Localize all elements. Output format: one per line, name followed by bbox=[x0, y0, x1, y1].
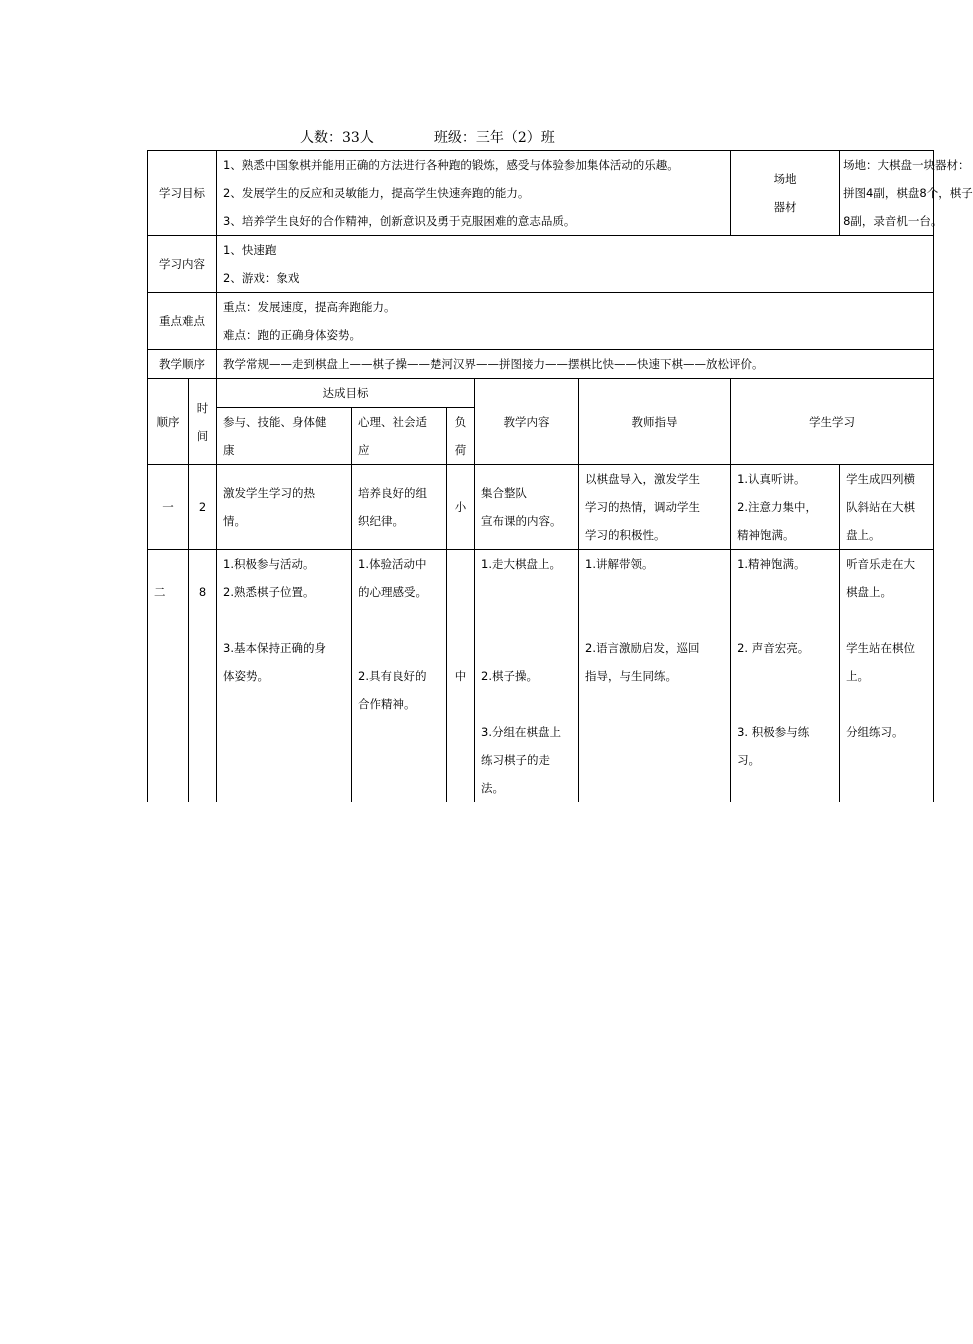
cell-line: 3.分组在棋盘上 bbox=[481, 725, 561, 739]
cell-line: 听音乐走在大 bbox=[846, 557, 916, 571]
keypoints-text bbox=[217, 293, 934, 350]
cell-line: 3.基本保持正确的身 bbox=[223, 641, 326, 655]
cell-line: 3. 积极参与练 bbox=[737, 725, 810, 739]
goals-label: 学习目标 bbox=[148, 151, 217, 236]
cell-line: 2.具有良好的 bbox=[358, 669, 427, 683]
row1-load: 小 bbox=[447, 465, 475, 550]
cell-line: 棋盘上。 bbox=[846, 585, 893, 599]
goal-item: 2、发展学生的反应和灵敏能力，提高学生快速奔跑的能力。 bbox=[223, 186, 530, 200]
cell-line: 学习的积极性。 bbox=[585, 528, 666, 542]
cell-line: 精神饱满。 bbox=[737, 528, 795, 542]
col-order: 顺序 bbox=[148, 379, 189, 465]
cell-line: 1.积极参与活动。 bbox=[223, 557, 315, 571]
venue-label-line: 器材 bbox=[773, 200, 797, 214]
cell-line: 体姿势。 bbox=[223, 669, 269, 683]
cell-line: 1.精神饱满。 bbox=[737, 557, 806, 571]
row1-skill bbox=[217, 465, 352, 550]
venue-line: 场地：大棋盘一块器材： bbox=[843, 158, 970, 172]
sequence-text: 教学常规——走到棋盘上——棋子操——楚河汉界——拼图接力——摆棋比快——快速下棋——放松评价。 bbox=[217, 350, 934, 379]
cell-line: 1.体验活动中 bbox=[358, 557, 427, 571]
cell-line: 盘上。 bbox=[846, 528, 881, 542]
col-time bbox=[189, 379, 217, 465]
col-mental-line: 应 bbox=[358, 443, 370, 457]
class-name: 班级：三年（2）班 bbox=[433, 130, 555, 146]
content-text bbox=[217, 236, 934, 293]
col-load-line: 荷 bbox=[454, 443, 467, 457]
goal-item: 1、熟悉中国象棋并能用正确的方法进行各种跑的锻炼，感受与体验参加集体活动的乐趣。 bbox=[223, 158, 679, 172]
row1-time: 2 bbox=[189, 465, 217, 550]
cell-line: 合作精神。 bbox=[358, 697, 416, 711]
cell-line: 练习棋子的走 bbox=[481, 753, 550, 767]
row2-student-a bbox=[731, 550, 840, 803]
row2-skill bbox=[217, 550, 352, 803]
col-load bbox=[447, 408, 475, 465]
cell-line: 学生站在棋位 bbox=[846, 641, 916, 655]
goal-item: 3、培养学生良好的合作精神，创新意识及勇于克服困难的意志品质。 bbox=[223, 214, 576, 228]
cell-line: 1.走大棋盘上。 bbox=[481, 557, 561, 571]
venue-line: 8副，录音机一台。 bbox=[843, 214, 943, 228]
table-row bbox=[148, 550, 934, 803]
col-skill-line: 参与、技能、身体健 bbox=[223, 415, 327, 429]
row2-student-b bbox=[840, 550, 934, 803]
page-header bbox=[300, 127, 615, 147]
lesson-plan-table bbox=[147, 150, 973, 802]
venue-line: 拼图4副，棋盘8个，棋子 bbox=[843, 186, 973, 200]
cell-line: 2.棋子操。 bbox=[481, 669, 538, 683]
col-mental-line: 心理、社会适 bbox=[358, 415, 427, 429]
content-item: 2、游戏：象戏 bbox=[223, 271, 300, 285]
venue-label-line: 场地 bbox=[773, 172, 797, 186]
row1-student-a bbox=[731, 465, 840, 550]
goals-text bbox=[217, 151, 731, 236]
cell-line: 织纪律。 bbox=[358, 514, 404, 528]
cell-line: 2. 声音宏亮。 bbox=[737, 641, 810, 655]
keypoint-item: 重点：发展速度，提高奔跑能力。 bbox=[223, 300, 396, 314]
cell-line: 培养良好的组 bbox=[358, 486, 427, 500]
col-student: 学生学习 bbox=[731, 379, 934, 465]
row2-mental bbox=[352, 550, 447, 803]
row1-teacher bbox=[579, 465, 731, 550]
cell-line: 2.语言激励启发，巡回 bbox=[585, 641, 700, 655]
row1-mental bbox=[352, 465, 447, 550]
row1-content bbox=[475, 465, 579, 550]
row2-order: 二 bbox=[148, 550, 189, 803]
cell-line: 学生成四列横 bbox=[846, 472, 916, 486]
cell-line: 集合整队 bbox=[481, 486, 527, 500]
col-time-line: 时 bbox=[196, 400, 209, 415]
row2-time: 8 bbox=[189, 550, 217, 803]
table-row bbox=[148, 465, 934, 550]
cell-line: 1.认真听讲。 bbox=[737, 472, 806, 486]
cell-line: 法。 bbox=[481, 781, 504, 795]
keypoint-item: 难点：跑的正确身体姿势。 bbox=[223, 328, 361, 342]
row2-load: 中 bbox=[447, 550, 475, 803]
cell-line: 上。 bbox=[846, 669, 870, 683]
goals-row bbox=[148, 151, 934, 236]
cell-line: 的心理感受。 bbox=[358, 585, 427, 599]
content-row bbox=[148, 236, 934, 293]
content-label: 学习内容 bbox=[148, 236, 217, 293]
people-count: 人数：33人 bbox=[300, 130, 374, 146]
keypoints-row bbox=[148, 293, 934, 350]
col-skill-line: 康 bbox=[223, 443, 235, 457]
cell-line: 分组练习。 bbox=[846, 725, 904, 739]
cell-line: 2.注意力集中， bbox=[737, 500, 818, 514]
col-load-line: 负 bbox=[454, 415, 467, 429]
cell-line: 指导，与生同练。 bbox=[585, 669, 677, 683]
venue-label bbox=[731, 151, 840, 236]
venue-text bbox=[840, 151, 973, 236]
row2-content bbox=[475, 550, 579, 803]
column-header-row bbox=[148, 379, 934, 408]
sequence-row bbox=[148, 350, 934, 379]
cell-line: 情。 bbox=[223, 514, 246, 528]
col-skill bbox=[217, 408, 352, 465]
content-item: 1、快速跑 bbox=[223, 243, 277, 257]
col-mental bbox=[352, 408, 447, 465]
cell-line: 宣布课的内容。 bbox=[481, 514, 562, 528]
cell-line: 习。 bbox=[737, 753, 761, 767]
col-goal-group: 达成目标 bbox=[217, 379, 475, 408]
col-teacher: 教师指导 bbox=[579, 379, 731, 465]
row1-order: 一 bbox=[148, 465, 189, 550]
cell-line: 激发学生学习的热 bbox=[223, 486, 315, 500]
sequence-label: 教学顺序 bbox=[148, 350, 217, 379]
col-time-line: 间 bbox=[196, 428, 209, 443]
cell-line: 学习的热情，调动学生 bbox=[585, 500, 700, 514]
row1-student-b bbox=[840, 465, 934, 550]
row2-teacher bbox=[579, 550, 731, 803]
keypoints-label: 重点难点 bbox=[148, 293, 217, 350]
cell-line: 1.讲解带领。 bbox=[585, 557, 654, 571]
cell-line: 队斜站在大棋 bbox=[846, 500, 916, 514]
cell-line: 2.熟悉棋子位置。 bbox=[223, 585, 315, 599]
col-teach-content: 教学内容 bbox=[475, 379, 579, 465]
cell-line: 以棋盘导入，激发学生 bbox=[585, 472, 700, 486]
